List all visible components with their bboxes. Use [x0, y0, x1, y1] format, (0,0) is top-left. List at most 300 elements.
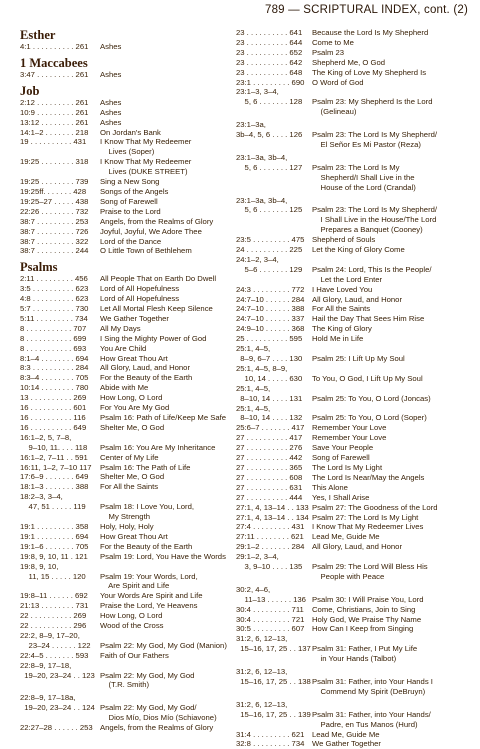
index-entry: [20, 227, 232, 237]
index-entry: [236, 295, 468, 305]
index-entry: [20, 177, 232, 187]
hymn-title: The Lord Is My Light: [312, 462, 383, 472]
scripture-reference: 23:1–3a,: [236, 120, 266, 130]
index-entry: [236, 235, 468, 245]
index-entry: [236, 324, 468, 334]
hymn-title: O Little Town of Bethlehem: [100, 246, 192, 256]
hymn-title: in Your Hands (Talbot): [312, 654, 397, 664]
index-entry: [20, 562, 232, 572]
index-entry: [236, 314, 468, 324]
index-entry: [20, 403, 232, 413]
hymn-title: [312, 700, 468, 710]
scripture-reference: 47, 51 . . . . . 119: [20, 502, 86, 512]
index-entry: [236, 522, 468, 532]
index-entry: [20, 217, 232, 227]
hymn-title: Yes, I Shall Arise: [312, 492, 370, 502]
hymn-title: For All the Saints: [312, 304, 371, 314]
hymn-title: Psalm 16: You Are My Inheritance: [100, 442, 216, 452]
index-entry: [20, 723, 232, 733]
index-entry: [236, 710, 468, 720]
hymn-title: Psalm 23: The Lord Is My Shepherd/: [312, 205, 438, 215]
scripture-reference: 25:1, 4–5,: [236, 344, 271, 354]
hymn-title: All Glory, Laud, and Honor: [312, 294, 403, 304]
index-entry: [20, 284, 232, 294]
hymn-title: Shepherd Me, O God: [312, 57, 386, 67]
hymn-title: Remember Your Love: [312, 433, 387, 443]
hymn-title: Psalm 25: To You, O Lord (Joncas): [312, 393, 431, 403]
scripture-reference: [236, 140, 312, 150]
index-entry: [236, 87, 468, 97]
scripture-reference: 19–20, 23–24 . . 124: [20, 703, 95, 713]
scripture-reference: 14:1–2 . . . . . . . 218: [20, 127, 89, 137]
hymn-title: I Know That My Redeemer: [100, 157, 192, 167]
scripture-reference: 27:11 . . . . . . . . 621: [236, 532, 304, 542]
index-entry: [20, 294, 232, 304]
scripture-reference: 22 . . . . . . . . . . 296: [20, 621, 87, 631]
hymn-title: Wood of the Cross: [100, 621, 164, 631]
scripture-reference: 25 . . . . . . . . . . 595: [236, 334, 303, 344]
hymn-title: [312, 667, 468, 677]
hymn-title: Praise the Lord, Ye Heavens: [100, 601, 198, 611]
index-entry: [236, 654, 468, 664]
hymn-title: Hail the Day That Sees Him Rise: [312, 314, 425, 324]
hymn-title: Ashes: [100, 97, 122, 107]
index-entry: [236, 364, 468, 374]
index-entry: [20, 274, 232, 284]
hymn-title: The Lord Is Near/May the Angels: [312, 472, 425, 482]
hymn-title: Psalm 23: The Lord Is My: [312, 162, 400, 172]
scripture-reference: 8–10, 14 . . . . 132: [236, 413, 303, 423]
index-entry: [236, 687, 468, 697]
hymn-title: Psalm 16: Path of Life/Keep Me Safe: [100, 413, 227, 422]
index-entry: [236, 215, 468, 225]
scripture-reference: [236, 173, 312, 183]
hymn-title: Psalm 16: The Path of Life: [100, 462, 191, 472]
index-entry: [20, 137, 232, 147]
scripture-reference: 19:8, 9, 10, 11 . 121: [20, 551, 88, 561]
scripture-reference: 16 . . . . . . . . . . 601: [20, 403, 87, 413]
index-entry: [20, 591, 232, 601]
scripture-reference: 27 . . . . . . . . . . 631: [236, 482, 303, 492]
hymn-title: Padre, en Tus Manos (Hurd): [312, 719, 418, 729]
index-entry: [20, 413, 232, 423]
scripture-reference: 16 . . . . . . . . . . 649: [20, 422, 87, 432]
index-entry: [236, 153, 468, 163]
scripture-reference: 24:7–10 . . . . . . 337: [236, 314, 305, 324]
hymn-title: Shepherd of Souls: [312, 235, 376, 245]
index-entry: [20, 552, 232, 562]
scripture-reference: [236, 687, 312, 697]
index-entry: [20, 680, 232, 690]
index-entry: [236, 354, 468, 364]
scripture-reference: 27:1, 4, 13–14 . . 134: [236, 512, 309, 522]
hymn-title: Are Spirit and Life: [100, 581, 170, 591]
scripture-reference: 15–16, 17, 25 . . 139: [236, 709, 311, 719]
index-entry: [20, 354, 232, 364]
scripture-reference: 27 . . . . . . . . . . 442: [236, 453, 303, 463]
hymn-title: On Jordan's Bank: [100, 127, 161, 137]
scripture-reference: 2:11 . . . . . . . . . 456: [20, 274, 88, 284]
scripture-reference: 27 . . . . . . . . . . 417: [236, 433, 303, 443]
scripture-reference: 22:26 . . . . . . . . 732: [20, 206, 89, 216]
scripture-reference: 10:14 . . . . . . . . 780: [20, 383, 89, 393]
scripture-reference: [20, 167, 100, 177]
index-entry: [236, 285, 468, 295]
index-entry: [236, 245, 468, 255]
scripture-reference: 15–16, 17, 25 . . 138: [236, 677, 311, 686]
hymn-title: Shelter Me, O God: [100, 422, 165, 432]
index-entry: [20, 601, 232, 611]
hymn-title: Psalm 23: [312, 47, 345, 57]
index-entry: [236, 542, 468, 552]
scripture-reference: 8–10, 14 . . . . 131: [236, 393, 303, 403]
scripture-reference: 23:1–3, 3–4,: [236, 87, 279, 97]
hymn-title: Psalm 23: The Lord Is My Shepherd/: [312, 130, 438, 140]
index-entry: [20, 472, 232, 482]
scripture-reference: 27 . . . . . . . . . . 608: [236, 472, 303, 482]
index-entry: [236, 344, 468, 354]
hymn-title: Angels, from the Realms of Glory: [100, 723, 214, 733]
index-entry: [20, 108, 232, 118]
hymn-title: Psalm 22: My God, My God/: [100, 703, 197, 713]
index-entry: [20, 207, 232, 217]
scripture-reference: 3:5 . . . . . . . . . . 623: [20, 284, 89, 294]
hymn-title: Psalm 22: My God, My God: [100, 670, 195, 680]
index-entry: [236, 634, 468, 644]
hymn-title: Prepares a Banquet (Cooney): [312, 225, 423, 235]
index-entry: [20, 157, 232, 167]
hymn-title: Psalm 25: To You, O Lord (Soper): [312, 413, 427, 423]
scripture-reference: 27 . . . . . . . . . . 276: [236, 443, 303, 453]
hymn-title: (T.R. Smith): [100, 680, 150, 690]
scripture-reference: 38:7 . . . . . . . . . 244: [20, 246, 89, 256]
scripture-reference: 25:1, 4–5, 8–9,: [236, 363, 288, 373]
index-entry: [236, 677, 468, 687]
scripture-reference: 22:2, 8–9, 17–20,: [20, 630, 80, 640]
index-entry: [20, 522, 232, 532]
scripture-reference: 23 . . . . . . . . . . 641: [236, 28, 303, 37]
hymn-title: For the Beauty of the Earth: [100, 541, 193, 551]
index-entry: [236, 304, 468, 314]
hymn-title: Come, Christians, Join to Sing: [312, 604, 416, 614]
index-entry: [236, 624, 468, 634]
index-entry: [20, 246, 232, 256]
index-entry: [20, 344, 232, 354]
hymn-title: Psalm 19: Your Words, Lord,: [100, 571, 198, 581]
scripture-reference: 22 . . . . . . . . . . 269: [20, 611, 87, 621]
scripture-reference: 38:7 . . . . . . . . . 253: [20, 216, 89, 226]
scripture-reference: 31:4 . . . . . . . . . 621: [236, 729, 305, 739]
hymn-title: Remember Your Love: [312, 423, 387, 433]
hymn-title: Psalm 25: I Lift Up My Soul: [312, 354, 405, 363]
hymn-title: Ashes: [100, 107, 122, 117]
scripture-reference: 19:25 . . . . . . . . 318: [20, 157, 89, 167]
scripture-reference: 24:7–10 . . . . . . 284: [236, 294, 305, 304]
hymn-title: You Are Child: [100, 343, 147, 353]
scripture-reference: 24:9–10 . . . . . . 368: [236, 324, 305, 334]
scripture-reference: 9–10, 11. . . . 118: [20, 442, 88, 452]
index-entry: [20, 532, 232, 542]
hymn-title: Psalm 30: I Will Praise You, Lord: [312, 594, 424, 604]
scripture-reference: 25:6–7 . . . . . . . 417: [236, 423, 305, 433]
hymn-title: Song of Farewell: [100, 196, 158, 206]
scripture-reference: 16 . . . . . . . . . . 116: [20, 413, 86, 422]
hymn-title: Sing a New Song: [100, 177, 160, 187]
hymn-title: [100, 492, 232, 502]
index-entry: [236, 68, 468, 78]
hymn-title: Joyful, Joyful, We Adore Thee: [100, 226, 202, 236]
scripture-reference: 15–16, 17, 25 . . 137: [236, 644, 311, 654]
hymn-title: Psalm 22: My God, My God (Manion): [100, 640, 227, 650]
hymn-title: The King of Glory: [312, 324, 372, 334]
hymn-title: El Señor Es Mi Pastor (Reza): [312, 139, 421, 149]
index-entry: [20, 118, 232, 128]
scripture-reference: 29:1–2, 3–4,: [236, 552, 279, 562]
left-column: [20, 28, 232, 733]
scripture-reference: 27:1, 4, 13–14 . . 133: [236, 502, 309, 512]
hymn-title: [100, 631, 232, 641]
hymn-title: For You Are My God: [100, 403, 170, 413]
hymn-title: Angels, from the Realms of Glory: [100, 216, 214, 226]
hymn-title: Faith of Our Fathers: [100, 650, 169, 660]
index-entry: [20, 581, 232, 591]
hymn-title: Praise to the Lord: [100, 206, 161, 216]
scripture-reference: 24:1–2, 3–4,: [236, 254, 279, 264]
index-entry: [20, 651, 232, 661]
hymn-title: O Word of God: [312, 77, 364, 87]
index-entry: [236, 78, 468, 88]
scripture-reference: 31:2, 6, 12–13,: [236, 699, 288, 709]
index-entry: [236, 730, 468, 740]
scripture-reference: 24 . . . . . . . . . . 225: [236, 245, 303, 255]
hymn-title: [312, 384, 468, 394]
index-entry: [20, 661, 232, 671]
hymn-title: I Know That My Redeemer Lives: [312, 522, 424, 532]
index-entry: [236, 107, 468, 117]
index-entry: [236, 644, 468, 654]
index-entry: [20, 512, 232, 522]
scripture-reference: [236, 572, 312, 582]
hymn-title: Psalm 19: Lord, You Have the Words: [100, 551, 226, 561]
index-entry: [236, 720, 468, 730]
scripture-reference: 32:8 . . . . . . . . . 734: [236, 739, 305, 749]
index-entry: [20, 167, 232, 177]
index-entry: [20, 433, 232, 443]
scripture-reference: 30:4 . . . . . . . . . 711: [236, 604, 304, 614]
index-entry: [20, 304, 232, 314]
scripture-reference: 38:7 . . . . . . . . . 322: [20, 236, 89, 246]
scripture-reference: 5–6 . . . . . . . 129: [236, 264, 303, 274]
scripture-reference: [20, 680, 100, 690]
index-entry: [20, 492, 232, 502]
scripture-reference: 21:13 . . . . . . . . 731: [20, 601, 89, 611]
hymn-title: Your Words Are Spirit and Life: [100, 591, 203, 601]
right-column: [236, 28, 468, 749]
index-entry: [236, 572, 468, 582]
hymn-title: Lord of the Dance: [100, 236, 162, 246]
hymn-title: Lord of All Hopefulness: [100, 284, 180, 294]
hymn-title: Lives (DUKE STREET): [100, 167, 188, 177]
scripture-reference: 4:1 . . . . . . . . . . 261: [20, 42, 89, 51]
scripture-reference: 13:12 . . . . . . . . 261: [20, 117, 89, 127]
hymn-title: How Great Thou Art: [100, 353, 168, 363]
hymn-title: How Long, O Lord: [100, 393, 163, 403]
index-entry: [20, 373, 232, 383]
scripture-reference: 19:1 . . . . . . . . . 358: [20, 521, 89, 531]
hymn-title: The King of Love My Shepherd Is: [312, 67, 427, 77]
index-entry: [236, 433, 468, 443]
scripture-reference: 16:1–2, 7–11 . . 591: [20, 452, 88, 462]
index-entry: [236, 443, 468, 453]
index-entry: [236, 48, 468, 58]
hymn-title: [100, 661, 232, 671]
index-entry: [236, 130, 468, 140]
index-entry: [20, 641, 232, 651]
hymn-title: [312, 255, 468, 265]
index-entry: [236, 552, 468, 562]
scripture-reference: 19:8, 9, 10,: [20, 561, 59, 571]
hymn-title: We Gather Together: [100, 313, 169, 323]
hymn-title: Psalm 31: Father, I Put My Life: [312, 644, 418, 654]
hymn-title: This Alone: [312, 482, 348, 492]
hymn-title: [312, 585, 468, 595]
scripture-reference: 23:1 . . . . . . . . . 690: [236, 77, 305, 87]
hymn-title: How Can I Keep from Singing: [312, 624, 414, 634]
hymn-title: Dios Mío, Dios Mío (Schiavone): [100, 713, 217, 723]
hymn-title: [312, 153, 468, 163]
hymn-title: Ashes: [100, 117, 122, 127]
index-entry: [236, 413, 468, 423]
section-heading: 1 Maccabees: [20, 55, 88, 70]
index-entry: [236, 225, 468, 235]
scripture-reference: 22:8–9, 17–18,: [20, 660, 72, 670]
index-entry: [236, 739, 468, 749]
hymn-title: [312, 196, 468, 206]
scripture-reference: 13 . . . . . . . . . . 269: [20, 393, 87, 403]
scripture-reference: [236, 654, 312, 664]
index-entry: [20, 42, 232, 52]
index-entry: [236, 394, 468, 404]
hymn-title: For the Beauty of the Earth: [100, 373, 193, 383]
index-entry: [236, 453, 468, 463]
index-entry: [236, 140, 468, 150]
index-entry: [236, 667, 468, 677]
scripture-reference: 3:47 . . . . . . . . . 261: [20, 69, 89, 79]
scripture-reference: 23–24 . . . . . . 122: [20, 640, 91, 650]
hymn-title: Holy, Holy, Holy: [100, 521, 154, 531]
index-entry: [20, 443, 232, 453]
index-entry: [236, 265, 468, 275]
scripture-reference: 8:1–4 . . . . . . . . 694: [20, 353, 89, 363]
scripture-reference: [236, 275, 312, 285]
index-entry: [20, 147, 232, 157]
scripture-reference: 22:4–5 . . . . . . . 593: [20, 650, 89, 660]
hymn-title: Lord of All Hopefulness: [100, 294, 180, 304]
section-heading: Psalms: [20, 260, 58, 275]
scripture-reference: 23:5 . . . . . . . . . 475: [236, 235, 305, 245]
scripture-reference: 11, 15 . . . . . 120: [20, 571, 86, 581]
scripture-reference: 8 . . . . . . . . . . . 699: [20, 333, 87, 343]
index-entry: [236, 384, 468, 394]
index-entry: [20, 383, 232, 393]
hymn-title: How Great Thou Art: [100, 531, 168, 541]
hymn-title: [312, 404, 468, 414]
hymn-title: [100, 433, 232, 443]
index-entry: [236, 615, 468, 625]
hymn-title: All Glory, Laud, and Honor: [100, 363, 191, 373]
hymn-title: I Sing the Mighty Power of God: [100, 333, 207, 343]
index-entry: [20, 423, 232, 433]
index-entry: [20, 237, 232, 247]
scripture-reference: 38:7 . . . . . . . . . 726: [20, 226, 89, 236]
scripture-reference: 19:1–6 . . . . . . . 705: [20, 541, 89, 551]
scripture-reference: 22:8–9, 17–18a,: [20, 693, 76, 703]
hymn-title: My Strength: [100, 512, 150, 522]
hymn-title: [100, 693, 232, 703]
scripture-reference: 19 . . . . . . . . . . 431: [20, 137, 87, 147]
scripture-reference: [236, 720, 312, 730]
index-entry: [20, 314, 232, 324]
hymn-title: Come to Me: [312, 37, 354, 47]
scripture-reference: [236, 183, 312, 193]
scripture-reference: 19:25–27 . . . . . 438: [20, 196, 89, 206]
index-entry: [236, 493, 468, 503]
scripture-reference: 16:1–2, 5, 7–8,: [20, 432, 72, 442]
scripture-reference: 2:12 . . . . . . . . . 261: [20, 97, 89, 107]
scripture-reference: 8–9, 6–7 . . . . 130: [236, 354, 303, 363]
index-entry: [236, 120, 468, 130]
hymn-title: All My Days: [100, 323, 141, 333]
index-entry: [20, 463, 232, 473]
hymn-title: Holy God, We Praise Thy Name: [312, 614, 422, 624]
scripture-reference: 17:6–9 . . . . . . . 649: [20, 472, 89, 482]
hymn-title: I Have Loved You: [312, 284, 373, 294]
index-entry: [236, 404, 468, 414]
index-entry: [236, 585, 468, 595]
index-entry: [236, 196, 468, 206]
index-entry: [20, 324, 232, 334]
scripture-reference: 10:9 . . . . . . . . . 261: [20, 107, 89, 117]
index-entry: [236, 183, 468, 193]
hymn-title: To You, O God, I Lift Up My Soul: [312, 373, 423, 383]
hymn-title: Let the King of Glory Come: [312, 245, 405, 255]
scripture-reference: [236, 107, 312, 117]
scripture-reference: 4:8 . . . . . . . . . . 623: [20, 294, 89, 304]
index-entry: [236, 334, 468, 344]
index-entry: [20, 621, 232, 631]
hymn-title: People with Peace: [312, 571, 385, 581]
hymn-title: House of the Lord (Crandal): [312, 182, 416, 192]
index-entry: [20, 703, 232, 713]
scripture-reference: 23 . . . . . . . . . . 644: [236, 37, 303, 47]
hymn-title: We Gather Together: [312, 739, 381, 749]
section-heading: Esther: [20, 28, 56, 42]
scripture-reference: 24:3 . . . . . . . . . 772: [236, 284, 305, 294]
index-entry: [20, 334, 232, 344]
hymn-title: Commend My Spirit (DeBruyn): [312, 686, 426, 696]
scripture-reference: 16:11, 1–2, 7–10 117: [20, 462, 92, 472]
index-entry: [20, 572, 232, 582]
hymn-title: Center of My Life: [100, 452, 159, 462]
hymn-title: Psalm 24: Lord, This Is the People/: [312, 264, 432, 274]
scripture-reference: 5:7 . . . . . . . . . . 730: [20, 304, 89, 314]
hymn-title: [312, 634, 468, 644]
index-entry: [20, 187, 232, 197]
scripture-reference: 19:25ff. . . . . . . 428: [20, 186, 87, 196]
index-entry: [20, 713, 232, 723]
scripture-reference: [20, 512, 100, 522]
index-entry: [20, 363, 232, 373]
